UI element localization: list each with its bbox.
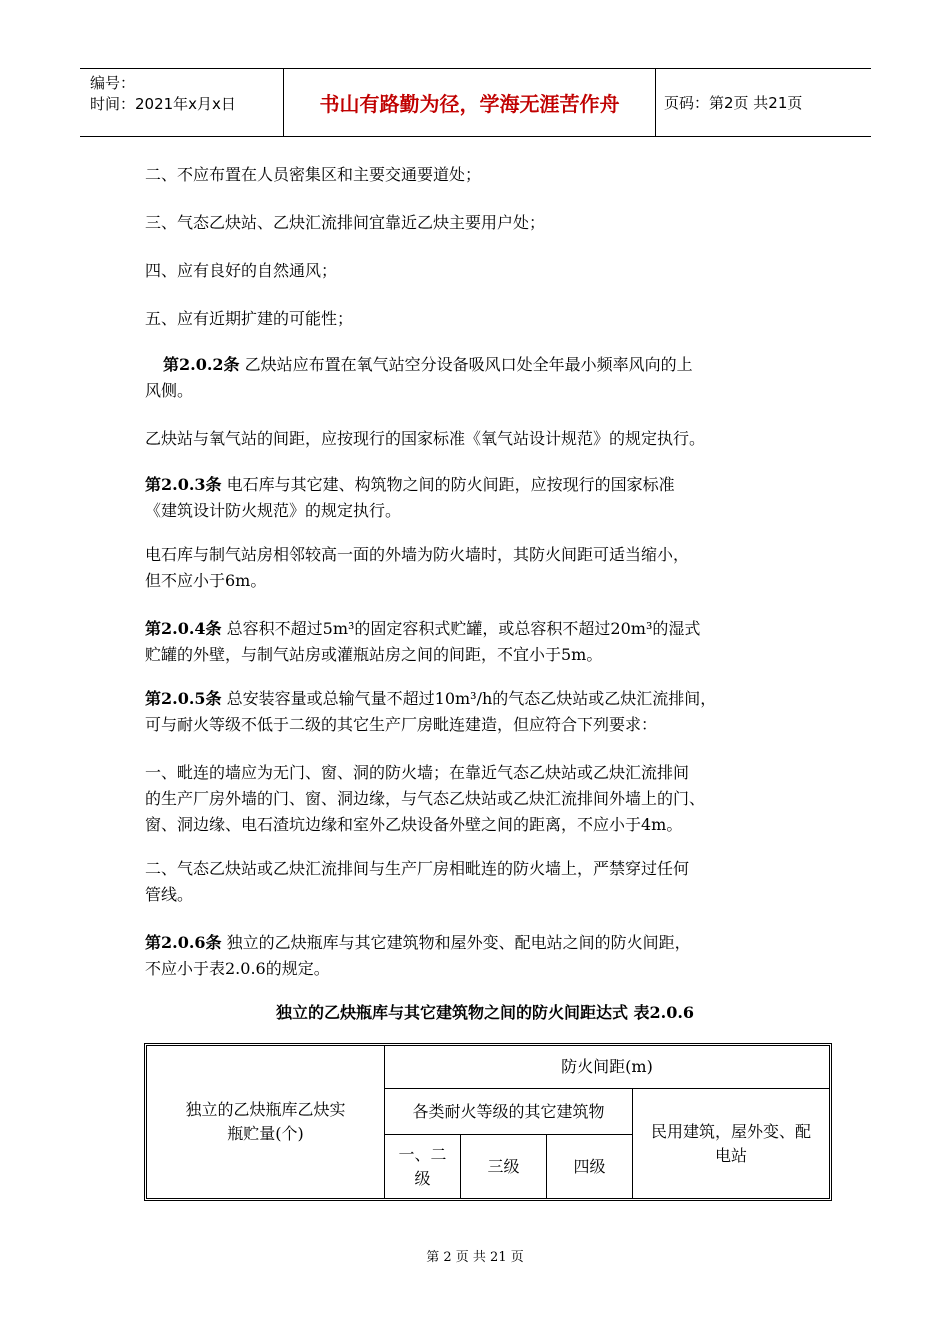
paragraph <box>145 930 825 982</box>
table-col-civil-text: 民用建筑，屋外变、配电站 <box>650 1121 811 1165</box>
clause-number: 第2.0.6条 <box>145 933 222 952</box>
table-row-header <box>147 1046 385 1198</box>
table-col-civil <box>633 1089 829 1198</box>
fire-distance-table <box>144 1043 832 1201</box>
paragraph-text: 风侧。 <box>145 381 194 400</box>
paragraph <box>145 856 825 908</box>
paragraph <box>145 210 825 236</box>
paragraph <box>145 686 825 738</box>
paragraph-text: 的生产厂房外墙的门、窗、洞边缘，与气态乙炔站或乙炔汇流排间外墙上的门、 <box>145 789 706 808</box>
paragraph-text: 一、毗连的墙应为无门、窗、洞的防火墙；在靠近气态乙炔站或乙炔汇流排间 <box>145 763 690 782</box>
paragraph-line <box>145 856 825 882</box>
paragraph-line <box>145 378 825 404</box>
paragraph-line <box>145 162 825 188</box>
paragraph-line <box>145 568 825 594</box>
paragraph-text: 三、气态乙炔站、乙炔汇流排间宜靠近乙炔主要用户处； <box>145 213 546 232</box>
header-motto: 书山有路勤为径，学海无涯苦作舟 <box>283 69 656 136</box>
paragraph-line <box>145 930 825 956</box>
paragraph-text: 贮罐的外壁，与制气站房或灌瓶站房之间的间距，不宜小于5m。 <box>145 645 603 664</box>
paragraph <box>145 426 825 452</box>
clause-number: 第2.0.5条 <box>145 689 222 708</box>
header-meta <box>90 73 236 115</box>
table-subgroup-header-text: 各类耐火等级的其它建筑物 <box>412 1101 605 1121</box>
paragraph-text: 二、气态乙炔站或乙炔汇流排间与生产厂房相毗连的防火墙上，严禁穿过任何 <box>145 859 690 878</box>
paragraph-line <box>145 258 825 284</box>
paragraph-line <box>145 426 825 452</box>
paragraph <box>145 352 825 404</box>
paragraph <box>145 616 825 668</box>
paragraph-text: 电石库与制气站房相邻较高一面的外墙为防火墙时，其防火间距可适当缩小， <box>145 545 690 564</box>
paragraph-line <box>145 642 825 668</box>
paragraph-line <box>145 686 825 712</box>
paragraph-text: 五、应有近期扩建的可能性； <box>145 309 354 328</box>
paragraph-line <box>145 812 825 838</box>
paragraph <box>145 472 825 524</box>
header-page: 页码：第2页 共21页 <box>664 94 803 112</box>
table-col-grade-3 <box>461 1135 547 1198</box>
paragraph-line <box>145 472 825 498</box>
table-title: 独立的乙炔瓶库与其它建筑物之间的防火间距达式 表2.0.6 <box>275 1003 695 1022</box>
paragraph-line <box>145 306 825 332</box>
paragraph-text: 不应小于表2.0.6的规定。 <box>145 959 330 978</box>
paragraph-text: 管线。 <box>145 885 194 904</box>
paragraph <box>145 258 825 284</box>
clause-number: 第2.0.3条 <box>145 475 222 494</box>
paragraph <box>145 306 825 332</box>
header-date: 时间：2021年x月x日 <box>90 95 236 113</box>
clause-number: 第2.0.4条 <box>145 619 222 638</box>
paragraph-line <box>145 210 825 236</box>
paragraph-text: 乙炔站与氧气站的间距，应按现行的国家标准《氧气站设计规范》的规定执行。 <box>145 429 706 448</box>
table-row-header-text: 独立的乙炔瓶库乙炔实瓶贮量(个) <box>185 1100 346 1143</box>
page-header <box>80 68 871 137</box>
paragraph-text: 四、应有良好的自然通风； <box>145 261 338 280</box>
paragraph-line <box>145 616 825 642</box>
table-col-grade-4 <box>547 1135 633 1198</box>
header-number: 编号： <box>90 74 136 92</box>
paragraph-text: 乙炔站应布置在氧气站空分设备吸风口处全年最小频率风向的上 <box>244 355 693 374</box>
paragraph <box>145 542 825 594</box>
paragraph-line <box>145 542 825 568</box>
table-subgroup-header <box>385 1089 633 1135</box>
table-col-grade-1-2-text: 一、二级 <box>398 1144 447 1188</box>
table-group-header <box>385 1046 829 1089</box>
paragraph-text: 二、不应布置在人员密集区和主要交通要道处； <box>145 165 482 184</box>
table-col-grade-1-2 <box>385 1135 461 1198</box>
paragraph-line <box>145 712 825 738</box>
paragraph-text: 总安装容量或总输气量不超过10m³/h的气态乙炔站或乙炔汇流排间， <box>226 689 717 708</box>
paragraph-line <box>145 882 825 908</box>
table-group-header-text: 防火间距(m) <box>561 1057 653 1076</box>
paragraph-line <box>145 498 825 524</box>
paragraph <box>145 760 825 838</box>
paragraph-line <box>145 956 825 982</box>
paragraph-line <box>145 760 825 786</box>
table-col-grade-3-text: 三级 <box>487 1156 520 1176</box>
paragraph-text: 窗、洞边缘、电石渣坑边缘和室外乙炔设备外壁之间的距离，不应小于4m。 <box>145 815 683 834</box>
paragraph-text: 可与耐火等级不低于二级的其它生产厂房毗连建造，但应符合下列要求： <box>145 715 658 734</box>
clause-number: 第2.0.2条 <box>163 355 240 374</box>
paragraph-line <box>145 786 825 812</box>
paragraph-text: 独立的乙炔瓶库与其它建筑物和屋外变、配电站之间的防火间距， <box>226 933 691 952</box>
paragraph-line <box>145 352 825 378</box>
paragraph-text: 总容积不超过5m³的固定容积式贮罐，或总容积不超过20m³的湿式 <box>226 619 701 638</box>
table-col-grade-4-text: 四级 <box>573 1156 606 1176</box>
paragraph-text: 但不应小于6m。 <box>145 571 267 590</box>
page-footer: 第 2 页 共 21 页 <box>426 1250 524 1265</box>
paragraph <box>145 162 825 188</box>
paragraph-text: 《建筑设计防火规范》的规定执行。 <box>145 501 402 520</box>
paragraph-text: 电石库与其它建、构筑物之间的防火间距，应按现行的国家标准 <box>226 475 675 494</box>
